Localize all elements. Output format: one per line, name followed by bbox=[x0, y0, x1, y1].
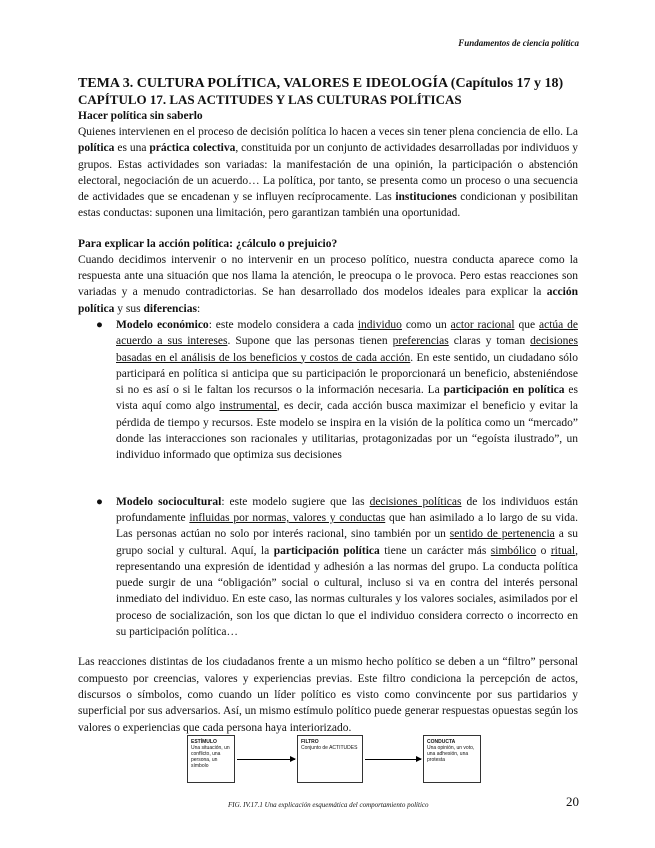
section-heading-hacer-politica: Hacer política sin saberlo bbox=[78, 110, 203, 122]
bullet-icon: ● bbox=[96, 318, 103, 331]
arrow-icon bbox=[237, 759, 295, 760]
bullet-icon: ● bbox=[96, 495, 103, 508]
paragraph-hacer-politica: Quienes intervienen en el proceso de decisión política lo hacen a veces sin tener plena conciencia de ello. La política es una práctica colectiva, constituida por un conjunto de actividades desarrolladas por individuos y grupos. Estas actividades son variadas: la manifestación de una opinión, la participación o abstención electoral, negociación de un acuerdo… La política, por tanto, se presenta como un proceso o una secuencia de actividades que se encadenan y se influyen recíprocamente. Las instituciones condicionan y posibilitan estas conductas: suponen una limitación, pero garantizan también una oportunidad. bbox=[78, 126, 578, 220]
running-head: Fundamentos de ciencia política bbox=[458, 38, 579, 48]
section-heading-accion-politica: Para explicar la acción política: ¿cálculo o prejuicio? bbox=[78, 237, 338, 250]
models-list bbox=[78, 317, 578, 640]
list-item-modelo-sociocultural: ● Modelo sociocultural: este modelo sugiere que las decisiones políticas de los individuos están profundamente influidas por normas, valores y conductas que han asimilado a lo largo de su vida. Las personas actúan no solo por interés racional, sino también por un sentido de pertenencia a su grupo social y cultural. Aquí, la participación política tiene un carácter más simbólico o ritual, representando una expresión de identidad y adhesión a las normas del grupo. La conducta política puede surgir de una “obligación” social o cultural, incluso si va en contra del interés personal inmediato del individuo. En este caso, las normas culturales y los valores sociales, asimilados por el proceso de socialización, son los que dictan lo que el individuo considera correcto o incorrecto en su participación política… bbox=[96, 495, 579, 639]
behavior-diagram bbox=[187, 735, 487, 790]
main-content bbox=[78, 75, 578, 736]
list-item-modelo-economico: ● Modelo económico: este modelo considera a cada individuo como un actor racional que actúa de acuerdo a sus intereses. Supone que las personas tienen preferencias claras y toman decisiones basadas en el análisis de los beneficios y costos de cada acción. En este sentido, un ciudadano sólo participará en política si anticipa que su participación le proporcionará un beneficio, absteniéndose si no es así o si le faltan los recursos o la información necesaria. La participación en política es vista aquí como algo instrumental, es decir, cada acción busca maximizar el beneficio y evitar la pérdida de tiempo y recursos. Este modelo se inspira en la visión de la política como un “mercado” donde las interacciones son racionales y utilitarias, protagonizadas por un “egoísta ilustrado”, un individuo informado que optimiza sus decisiones bbox=[96, 318, 579, 462]
diagram-box-conducta: CONDUCTA Una opinión, un voto, una adhesión, una protesta bbox=[423, 735, 481, 783]
arrow-icon bbox=[365, 759, 421, 760]
diagram-box-estimulo: ESTÍMULO Una situación, un conflicto, una persona, un símbolo bbox=[187, 735, 235, 783]
chapter-heading: CAPÍTULO 17. LAS ACTITUDES Y LAS CULTURAS POLÍTICAS bbox=[78, 92, 462, 107]
page-title: TEMA 3. CULTURA POLÍTICA, VALORES E IDEOLOGÍA (Capítulos 17 y 18) bbox=[78, 76, 564, 91]
page-number: 20 bbox=[566, 794, 579, 809]
diagram-box-filtro: FILTRO Conjunto de ACTITUDES bbox=[297, 735, 363, 783]
paragraph-accion-politica: Cuando decidimos intervenir o no intervenir en un proceso político, nuestra conducta aparece como la respuesta ante una situación que nos llama la atención, le preocupa o le provoca. Pero estas reacciones son variadas y a menudo contradictorias. Se han desarrollado dos modelos ideales para explicar la acción política y sus diferencias: bbox=[78, 253, 578, 315]
paragraph-closing: Las reacciones distintas de los ciudadanos frente a un mismo hecho político se deben a un “filtro” personal compuesto por creencias, valores y experiencias previas. Este filtro condiciona la percepción de actos, discursos o símbolos, como cuando un líder político es visto como convincente por sus partidarios y superficial por sus adversarios. Así, un mismo estímulo político puede generar respuestas opuestas según los valores o experiencias que cada persona haya interiorizado. bbox=[78, 656, 578, 734]
figure-caption: FIG. IV.17.1 Una explicación esquemática del comportamiento político bbox=[228, 801, 429, 809]
